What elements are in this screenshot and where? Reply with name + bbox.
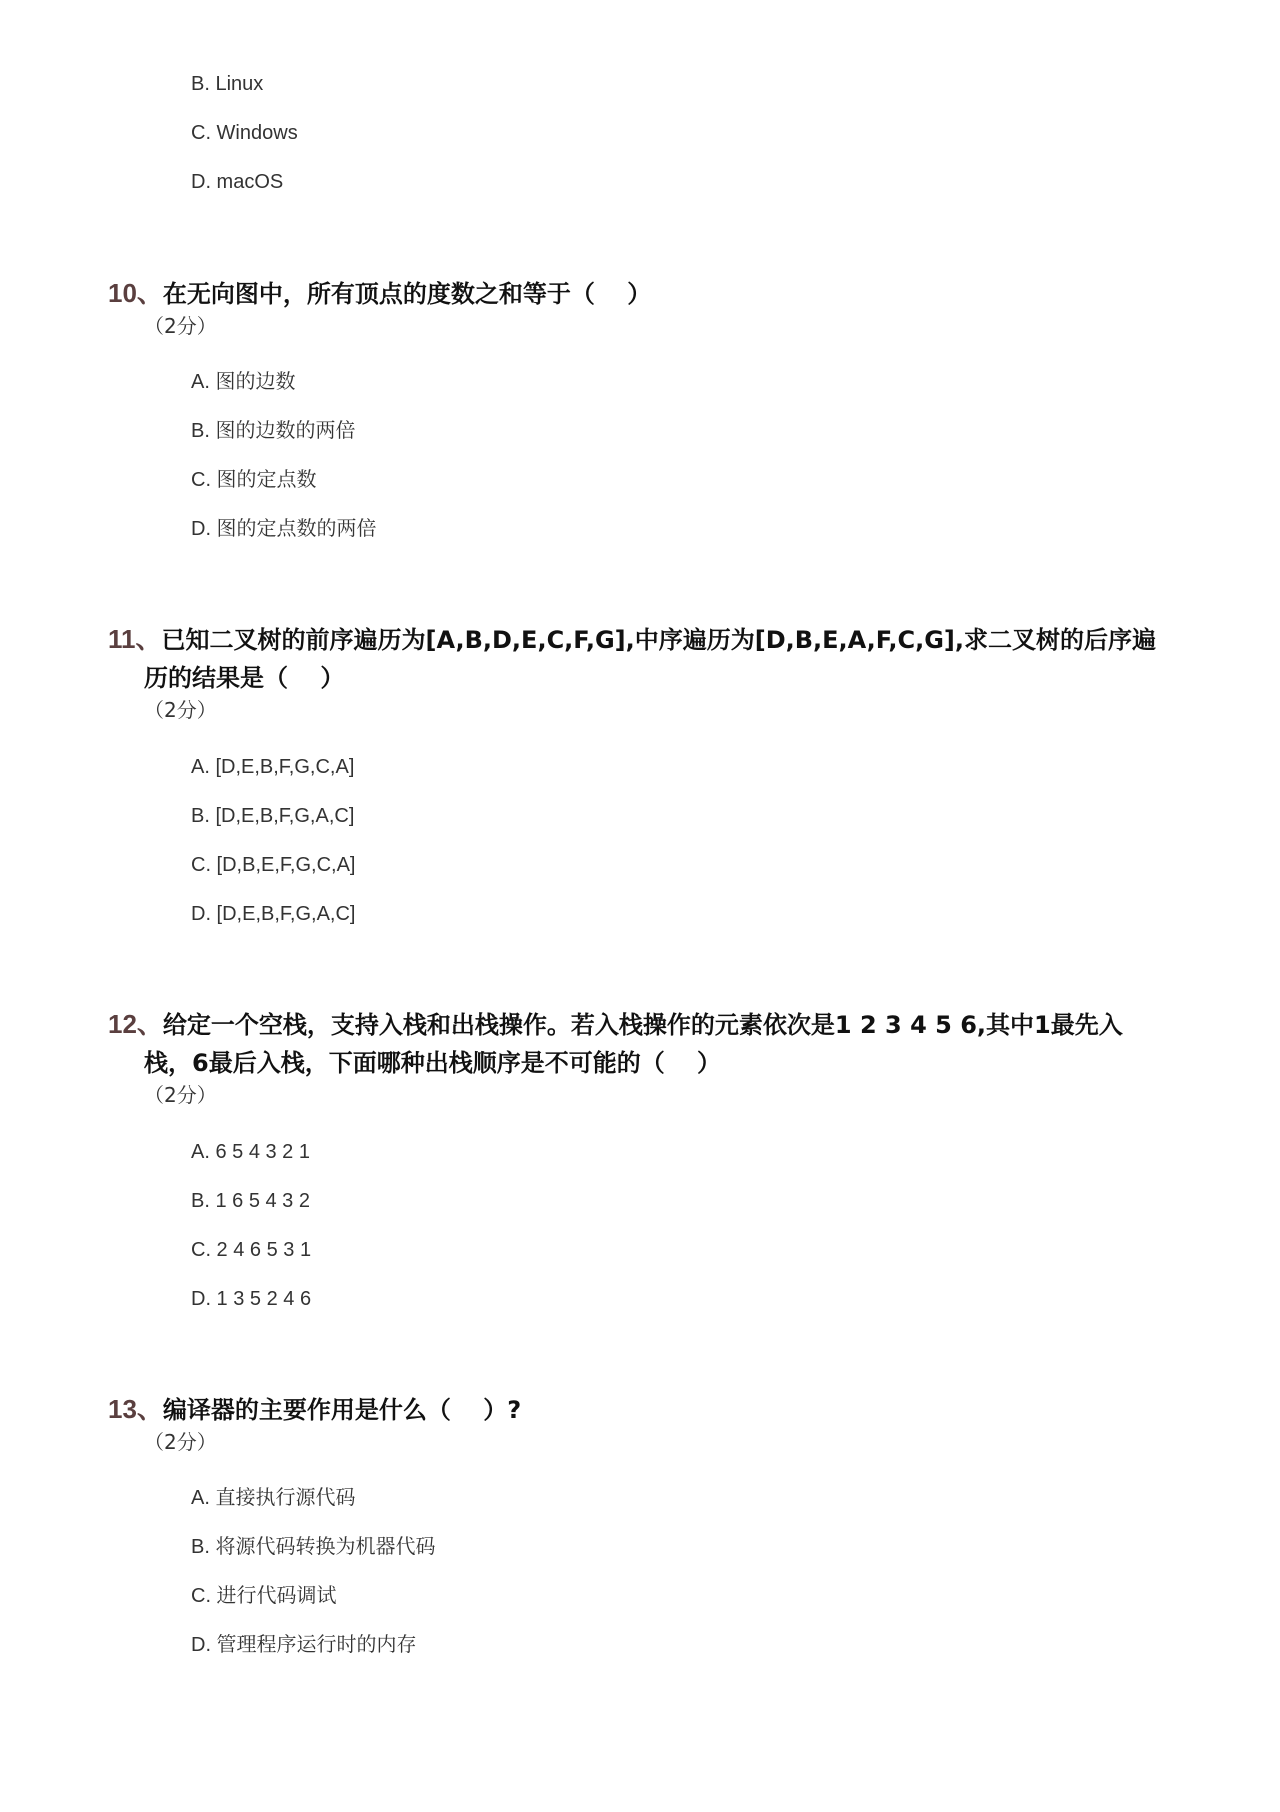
question-12 <box>108 1005 1168 1108</box>
option-d: D. [D,E,B,F,G,A,C] <box>191 903 356 925</box>
question-number: 11、 <box>108 624 162 654</box>
question-title <box>108 1390 1168 1429</box>
question-score: （2分） <box>144 1083 217 1107</box>
question-score: （2分） <box>144 314 217 338</box>
question-text: 编译器的主要作用是什么（ ）? <box>162 1396 522 1424</box>
question-score: （2分） <box>144 1430 217 1454</box>
option-d: D. 1 3 5 2 4 6 <box>191 1288 312 1310</box>
option-c: C. [D,B,E,F,G,C,A] <box>191 854 356 876</box>
question-number: 13、 <box>108 1394 163 1424</box>
option-b: B. 将源代码转换为机器代码 <box>191 1536 436 1558</box>
option-b: B. 1 6 5 4 3 2 <box>191 1190 310 1212</box>
question-title <box>108 274 1168 313</box>
prev-option-c: C. Windows <box>191 122 298 144</box>
option-b: B. [D,E,B,F,G,A,C] <box>191 805 355 827</box>
option-a: A. [D,E,B,F,G,C,A] <box>191 756 355 778</box>
question-text: 给定一个空栈，支持入栈和出栈操作。若入栈操作的元素依次是1 2 3 4 5 6,其中1最先入栈，6最后入栈，下面哪种出栈顺序是不可能的（ ） <box>144 1011 1123 1077</box>
question-13 <box>108 1390 1168 1455</box>
question-text: 在无向图中，所有顶点的度数之和等于（ ） <box>162 280 652 308</box>
question-score: （2分） <box>144 698 217 722</box>
question-number: 12、 <box>108 1009 163 1039</box>
option-a: A. 直接执行源代码 <box>191 1487 356 1509</box>
question-title <box>108 620 1168 697</box>
question-text: 已知二叉树的前序遍历为[A,B,D,E,C,F,G],中序遍历为[D,B,E,A,F,C,G],求二叉树的后序遍历的结果是（ ） <box>144 626 1156 692</box>
option-c: C. 2 4 6 5 3 1 <box>191 1239 312 1261</box>
prev-option-b: B. Linux <box>191 73 264 95</box>
question-title <box>108 1005 1168 1082</box>
option-c: C. 图的定点数 <box>191 469 317 491</box>
prev-option-d: D. macOS <box>191 171 284 193</box>
option-a: A. 图的边数 <box>191 371 296 393</box>
option-c: C. 进行代码调试 <box>191 1585 337 1607</box>
option-b: B. 图的边数的两倍 <box>191 420 356 442</box>
option-d: D. 管理程序运行时的内存 <box>191 1634 417 1656</box>
question-number: 10、 <box>108 278 163 308</box>
option-a: A. 6 5 4 3 2 1 <box>191 1141 310 1163</box>
question-10 <box>108 274 1168 339</box>
question-11 <box>108 620 1168 723</box>
option-d: D. 图的定点数的两倍 <box>191 518 377 540</box>
